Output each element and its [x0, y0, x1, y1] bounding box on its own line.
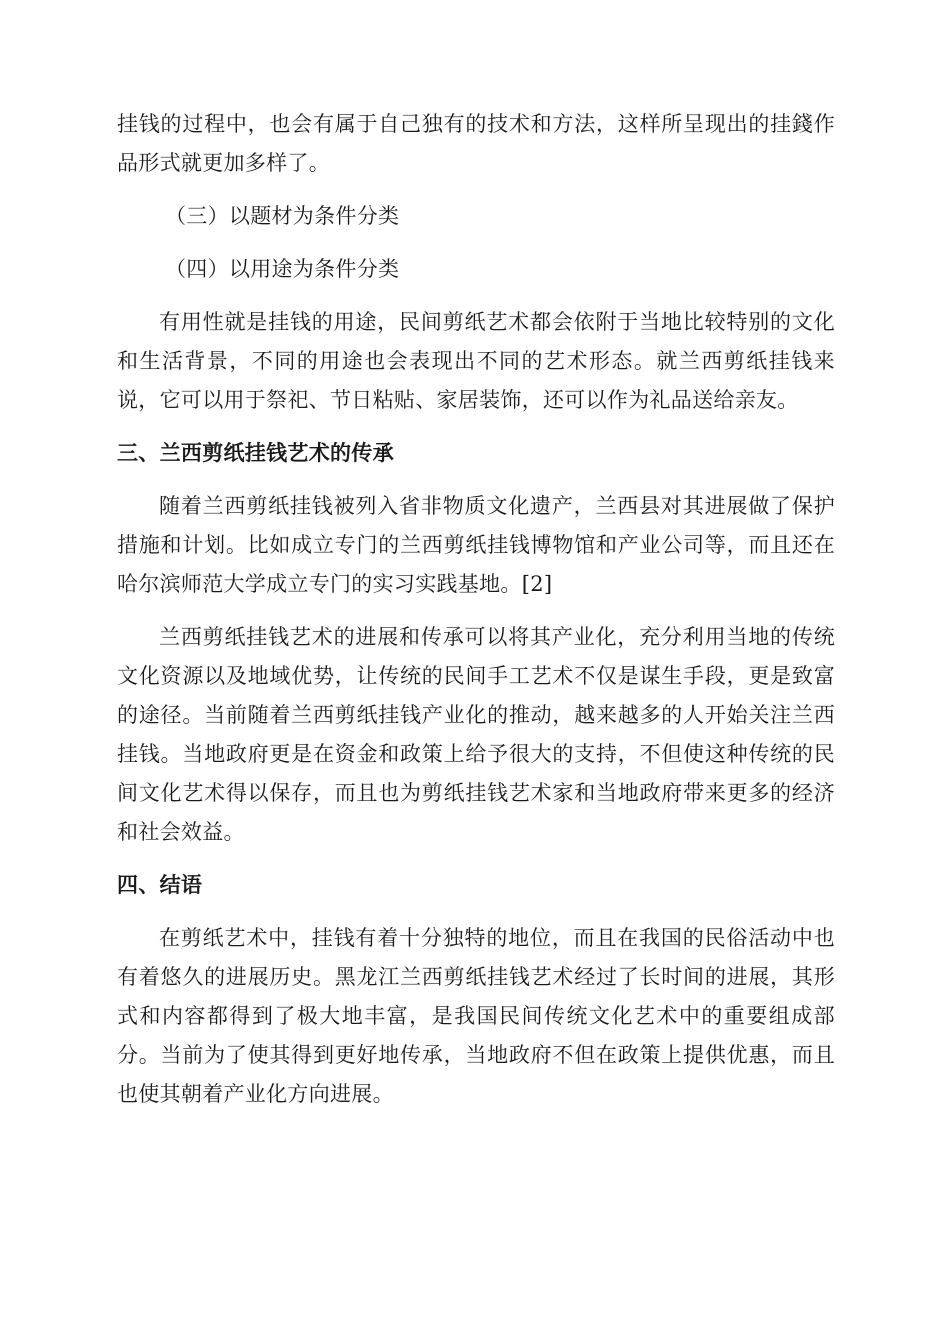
- paragraph-continuation: 挂钱的过程中，也会有属于自己独有的技术和方法，这样所呈现出的挂錢作品形式就更加多样了。: [117, 112, 835, 175]
- paragraph-usage: 有用性就是挂钱的用途，民间剪纸艺术都会依附于当地比较特别的文化和生活背景，不同的用途也会表现出不同的艺术形态。就兰西剪纸挂钱来说，它可以用于祭祀、节日粘贴、家居装饰，还可以作为礼品送给亲友。: [117, 310, 835, 412]
- section-heading-inheritance: 三、兰西剪纸挂钱艺术的传承: [117, 441, 394, 465]
- document-body: [117, 105, 835, 1128]
- paragraph-inheritance-1: 随着兰西剪纸挂钱被列入省非物质文化遗产，兰西县对其进展做了保护措施和计划。比如成立专门的兰西剪纸挂钱博物馆和产业公司等，而且还在哈尔滨师范大学成立专门的实习实践基地。[2]: [117, 494, 835, 596]
- paragraph-inheritance-2: 兰西剪纸挂钱艺术的进展和传承可以将其产业化，充分利用当地的传统文化资源以及地域优势，让传统的民间手工艺术不仅是谋生手段，更是致富的途径。当前随着兰西剪纸挂钱产业化的推动，越来越多的人开始关注兰西挂钱。当地政府更是在资金和政策上给予很大的支持，不但使这种传统的民间文化艺术得以保存，而且也为剪纸挂钱艺术家和当地政府带来更多的经济和社会效益。: [117, 625, 835, 844]
- subheading-by-usage: （四）以用途为条件分类: [165, 257, 400, 281]
- section-heading-conclusion: 四、结语: [117, 873, 203, 897]
- paragraph-conclusion: 在剪纸艺术中，挂钱有着十分独特的地位，而且在我国的民俗活动中也有着悠久的进展历史。黑龙江兰西剪纸挂钱艺术经过了长时间的进展，其形式和内容都得到了极大地丰富，是我国民间传统文化艺术中的重要组成部分。当前为了使其得到更好地传承，当地政府不但在政策上提供优惠，而且也使其朝着产业化方向进展。: [117, 926, 835, 1106]
- subheading-by-theme: （三）以题材为条件分类: [165, 204, 400, 228]
